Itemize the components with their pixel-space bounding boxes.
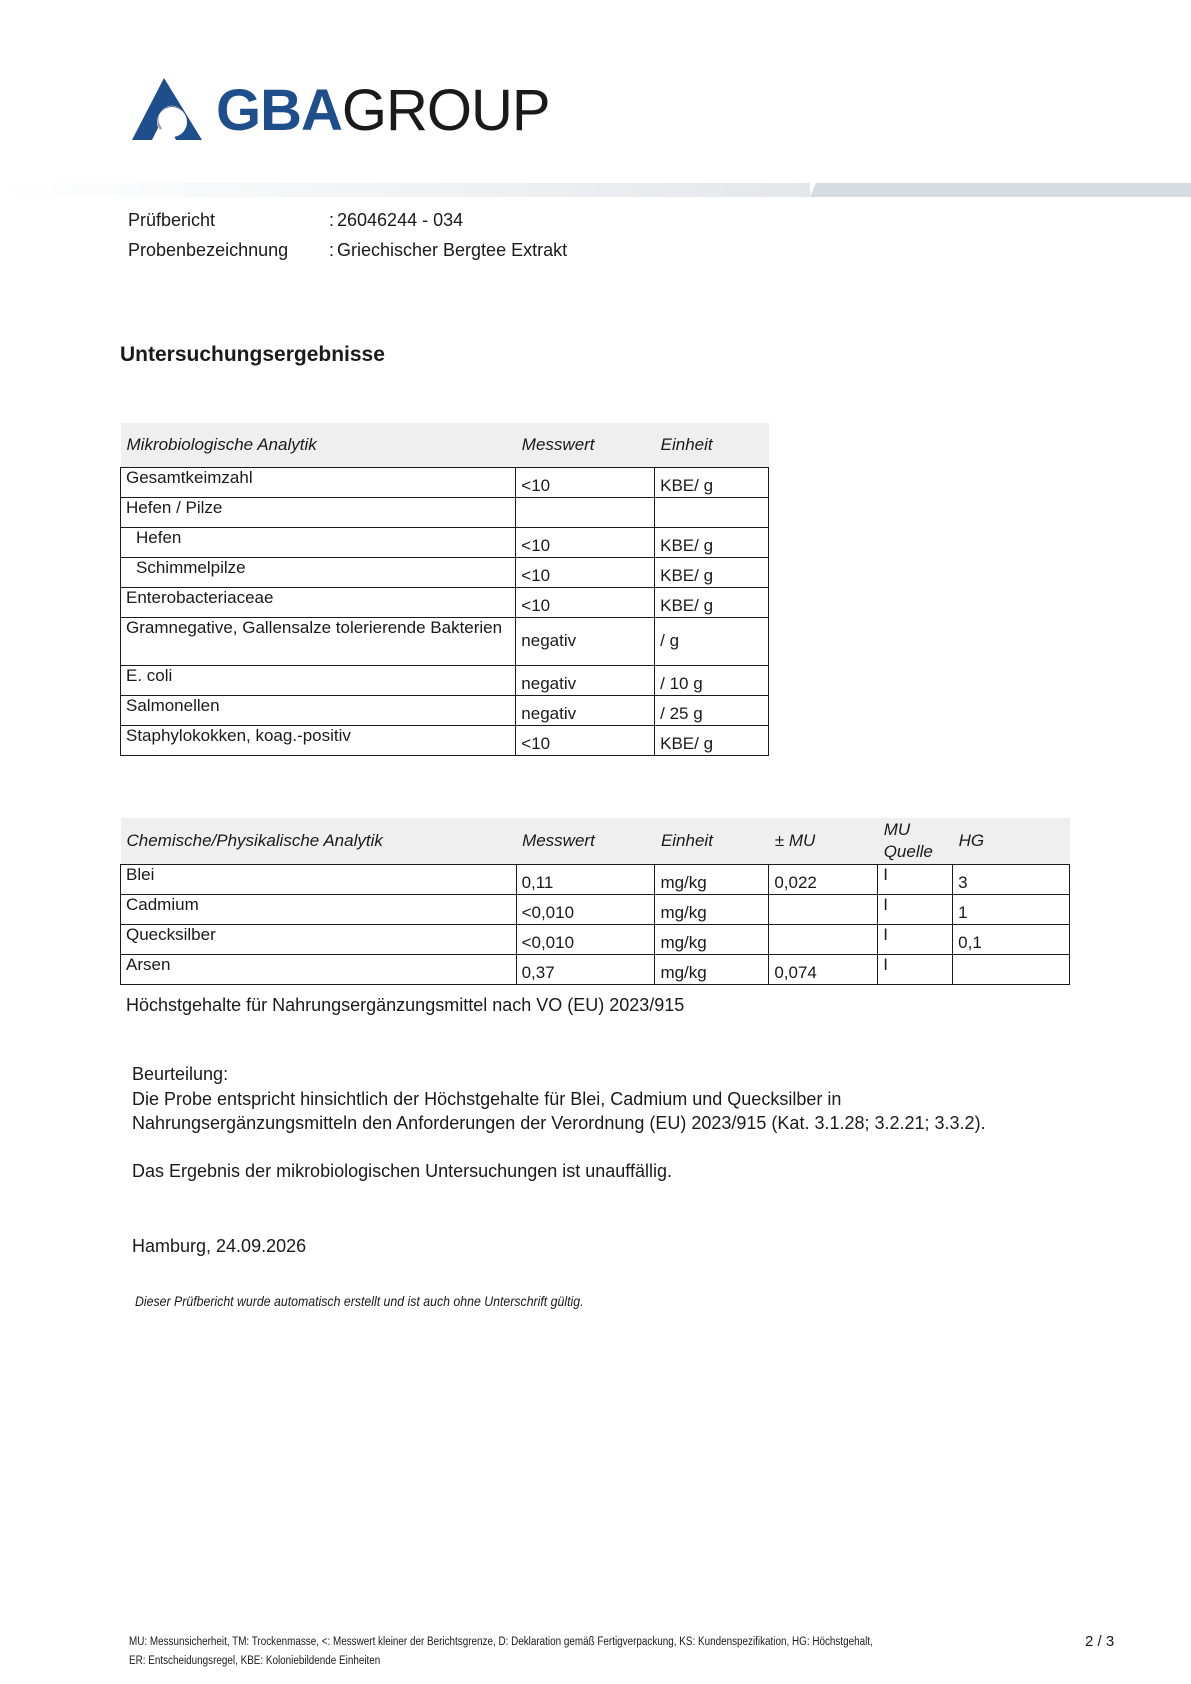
max-level: 3 bbox=[953, 865, 1070, 895]
table-row bbox=[121, 726, 769, 756]
analyte-name: Salmonellen bbox=[121, 696, 516, 726]
footer-abbreviations: ER: Entscheidungsregel, KBE: Koloniebildende Einheiten bbox=[129, 1655, 381, 1667]
analyte-name: Quecksilber bbox=[121, 925, 517, 955]
unit: KBE/ g bbox=[655, 726, 769, 756]
unit: / 25 g bbox=[655, 696, 769, 726]
measured-value: <0,010 bbox=[516, 925, 655, 955]
table-row bbox=[121, 588, 769, 618]
unit: / g bbox=[655, 618, 769, 666]
unit: KBE/ g bbox=[655, 558, 769, 588]
assessment-heading: Beurteilung: bbox=[132, 1064, 229, 1084]
table-row bbox=[121, 895, 1070, 925]
measured-value: negativ bbox=[516, 666, 655, 696]
analyte-name: Hefen / Pilze bbox=[121, 498, 516, 528]
unit: KBE/ g bbox=[655, 528, 769, 558]
page-number: 2 / 3 bbox=[1085, 1633, 1115, 1650]
report-number-value: 26046244 - 034 bbox=[337, 210, 464, 230]
analyte-name: Schimmelpilze bbox=[121, 558, 516, 588]
table-row bbox=[121, 696, 769, 726]
unit: mg/kg bbox=[655, 865, 769, 895]
header-divider-band bbox=[0, 183, 1191, 197]
microbiology-results-table bbox=[120, 423, 769, 756]
measured-value: 0,37 bbox=[516, 955, 655, 985]
measurement-uncertainty bbox=[769, 925, 878, 955]
measured-value: <10 bbox=[516, 468, 655, 498]
table-row bbox=[121, 618, 769, 666]
micro-result-statement: Das Ergebnis der mikrobiologischen Untersuchungen ist unauffällig. bbox=[132, 1161, 672, 1181]
mu-source: I bbox=[878, 925, 953, 955]
mu-source: I bbox=[878, 955, 953, 985]
unit: mg/kg bbox=[655, 895, 769, 925]
measured-value bbox=[516, 498, 655, 528]
analyte-name: Cadmium bbox=[121, 895, 517, 925]
chem-header-analysis: Chemische/Physikalische Analytik bbox=[121, 818, 517, 865]
assessment-line: Die Probe entspricht hinsichtlich der Höchstgehalte für Blei, Cadmium und Quecksilber in bbox=[132, 1089, 842, 1109]
max-level: 1 bbox=[953, 895, 1070, 925]
max-level bbox=[953, 955, 1070, 985]
analyte-name: Hefen bbox=[121, 528, 516, 558]
max-level-note: Höchstgehalte für Nahrungsergänzungsmittel nach VO (EU) 2023/915 bbox=[126, 995, 685, 1015]
measured-value: <0,010 bbox=[516, 895, 655, 925]
sample-name-row: Probenbezeichnung : Griechischer Bergtee Extrakt bbox=[128, 240, 568, 260]
sample-name-value: Griechischer Bergtee Extrakt bbox=[337, 240, 568, 260]
table-row bbox=[121, 498, 769, 528]
mu-source: I bbox=[878, 895, 953, 925]
unit: mg/kg bbox=[655, 955, 769, 985]
micro-header-analysis: Mikrobiologische Analytik bbox=[121, 423, 516, 468]
chem-header-hg: HG bbox=[953, 818, 1070, 865]
footer-abbreviations: MU: Messunsicherheit, TM: Trockenmasse, <: Messwert kleiner der Berichtsgrenze, D: Deklaration gemäß Fertigverpackung, KS: Kundenspezifikation, HG: Höchstgehalt, bbox=[129, 1636, 873, 1648]
measured-value: negativ bbox=[516, 618, 655, 666]
logo-wordmark: GBAGROUP bbox=[216, 78, 550, 143]
table-row bbox=[121, 955, 1070, 985]
chem-header-mu-source: MU Quelle bbox=[878, 818, 953, 865]
measured-value: negativ bbox=[516, 696, 655, 726]
unit: / 10 g bbox=[655, 666, 769, 696]
table-row bbox=[121, 558, 769, 588]
analyte-name: Gesamtkeimzahl bbox=[121, 468, 516, 498]
mu-source: I bbox=[878, 865, 953, 895]
logo-mark-icon bbox=[132, 78, 204, 140]
report-number-row: Prüfbericht : 26046244 - 034 bbox=[128, 210, 464, 230]
analyte-name: Arsen bbox=[121, 955, 517, 985]
place-date: Hamburg, 24.09.2026 bbox=[132, 1236, 307, 1256]
micro-header-unit: Einheit bbox=[655, 423, 769, 468]
chem-header-value: Messwert bbox=[516, 818, 655, 865]
unit: KBE/ g bbox=[655, 588, 769, 618]
analyte-name: Enterobacteriaceae bbox=[121, 588, 516, 618]
measurement-uncertainty: 0,074 bbox=[769, 955, 878, 985]
measured-value: <10 bbox=[516, 528, 655, 558]
measurement-uncertainty: 0,022 bbox=[769, 865, 878, 895]
chemical-results-table bbox=[120, 818, 1070, 985]
chem-header-unit: Einheit bbox=[655, 818, 769, 865]
measurement-uncertainty bbox=[769, 895, 878, 925]
sample-name-label: Probenbezeichnung bbox=[128, 240, 289, 260]
company-logo bbox=[132, 76, 562, 146]
chem-header-mu: ± MU bbox=[769, 818, 878, 865]
measured-value: 0,11 bbox=[516, 865, 655, 895]
unit: mg/kg bbox=[655, 925, 769, 955]
measured-value: <10 bbox=[516, 558, 655, 588]
assessment-line: Nahrungsergänzungsmitteln den Anforderungen der Verordnung (EU) 2023/915 (Kat. 3.1.28; 3.2.21; 3.3.2). bbox=[132, 1113, 986, 1133]
measured-value: <10 bbox=[516, 588, 655, 618]
max-level: 0,1 bbox=[953, 925, 1070, 955]
table-row bbox=[121, 666, 769, 696]
table-row bbox=[121, 865, 1070, 895]
unit: KBE/ g bbox=[655, 468, 769, 498]
unit bbox=[655, 498, 769, 528]
analyte-name: Staphylokokken, koag.-positiv bbox=[121, 726, 516, 756]
table-row bbox=[121, 528, 769, 558]
report-number-label: Prüfbericht bbox=[128, 210, 216, 230]
analyte-name: E. coli bbox=[121, 666, 516, 696]
analyte-name: Blei bbox=[121, 865, 517, 895]
measured-value: <10 bbox=[516, 726, 655, 756]
table-row bbox=[121, 925, 1070, 955]
micro-header-value: Messwert bbox=[516, 423, 655, 468]
auto-generated-note: Dieser Prüfbericht wurde automatisch erstellt und ist auch ohne Unterschrift gültig. bbox=[135, 1293, 584, 1309]
analyte-name: Gramnegative, Gallensalze tolerierende Bakterien bbox=[121, 618, 516, 666]
table-row bbox=[121, 468, 769, 498]
section-title: Untersuchungsergebnisse bbox=[120, 343, 385, 366]
